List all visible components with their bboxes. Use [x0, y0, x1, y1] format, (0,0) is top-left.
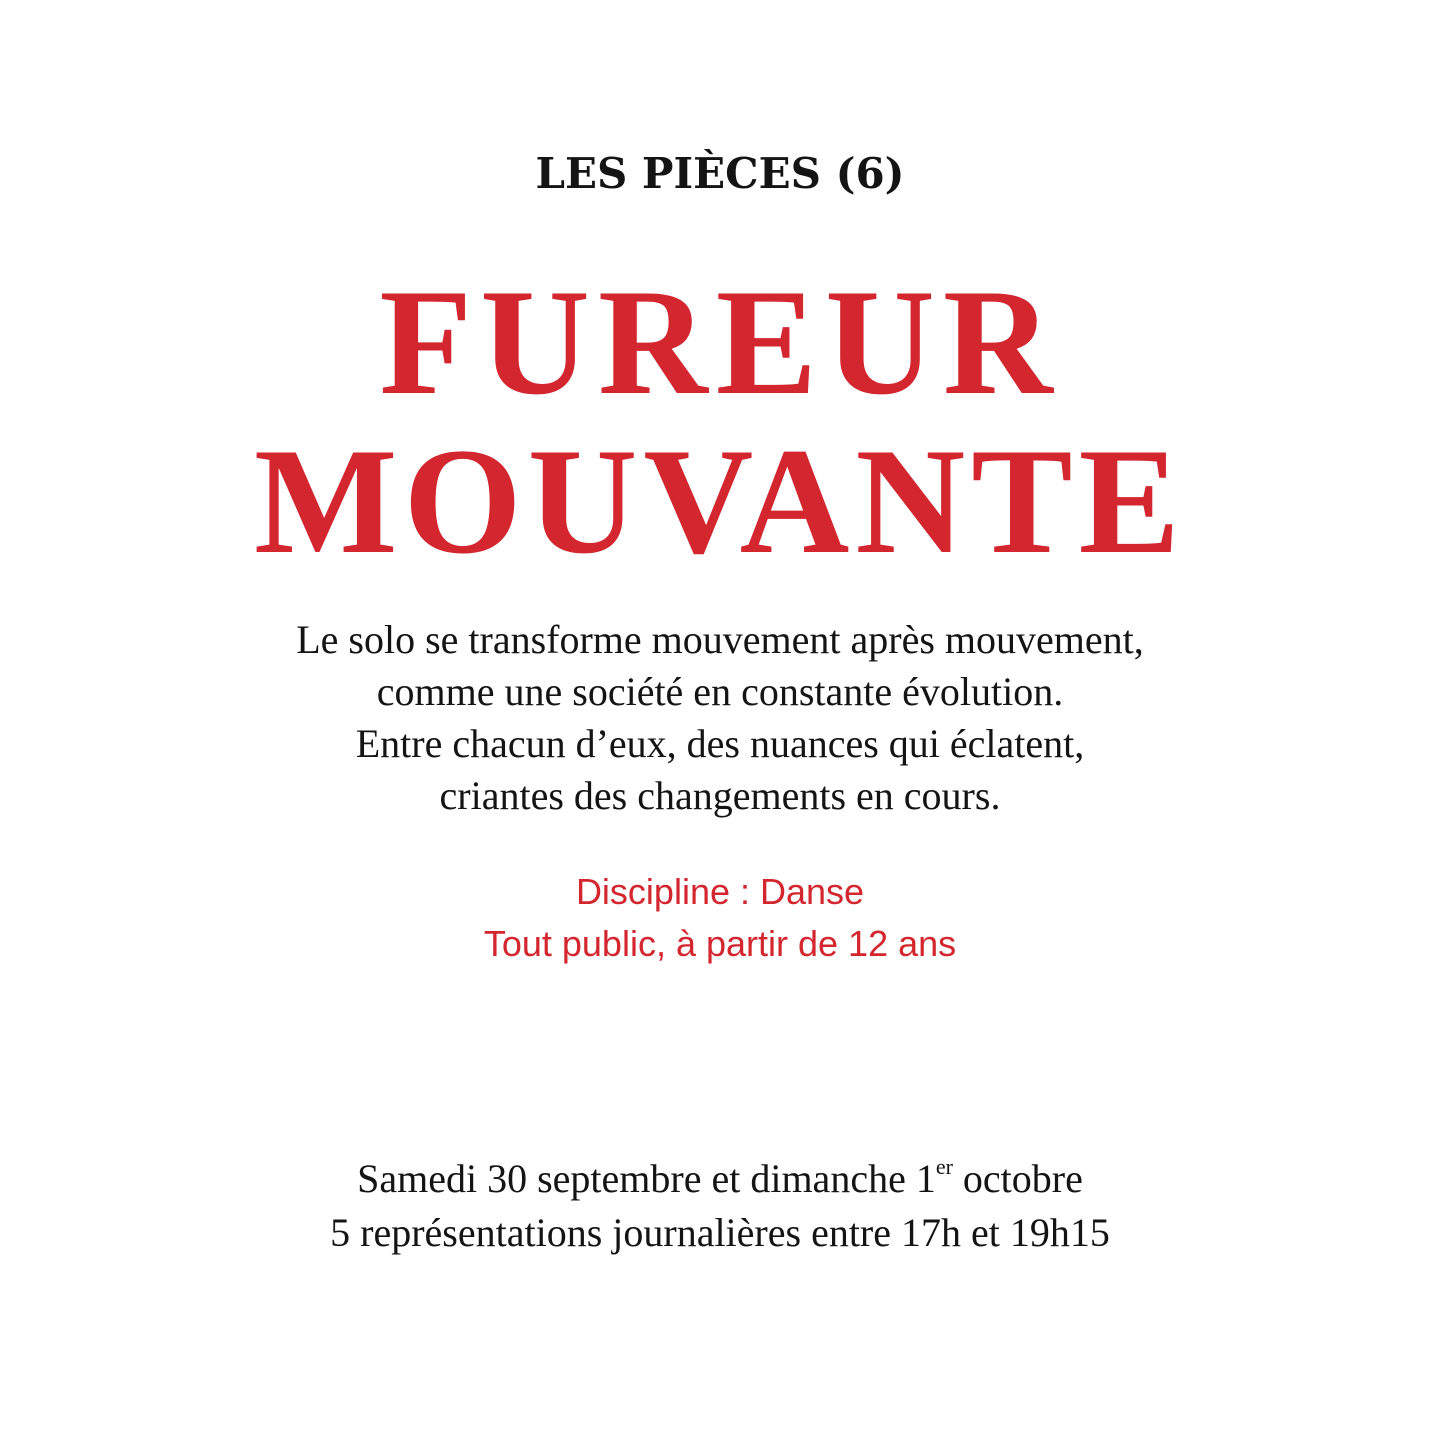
dates-text-end: octobre — [952, 1156, 1083, 1201]
description-line: Le solo se transforme mouvement après mouvement, — [296, 617, 1144, 662]
dates-text-start: Samedi 30 septembre et dimanche 1 — [357, 1156, 936, 1201]
description-line: comme une société en constante évolution. — [376, 669, 1064, 714]
discipline-label: Discipline : Danse — [575, 871, 865, 912]
ordinal-suffix: er — [935, 1154, 953, 1179]
audience-label: Tout public, à partir de 12 ans — [483, 923, 957, 964]
description — [0, 614, 1440, 822]
dates-line-1 — [0, 1152, 1440, 1206]
description-line: Entre chacun d’eux, des nuances qui éclatent, — [355, 721, 1085, 766]
title-line-1: FUREUR — [379, 258, 1061, 426]
info-block — [0, 866, 1440, 970]
dates-block — [0, 1152, 1440, 1260]
section-kicker: LES PIÈCES (6) — [535, 149, 905, 198]
title-line-2: MOUVANTE — [254, 417, 1186, 585]
dates-line-2: 5 représentations journalières entre 17h et 19h15 — [330, 1210, 1110, 1255]
description-line: criantes des changements en cours. — [439, 773, 1001, 818]
